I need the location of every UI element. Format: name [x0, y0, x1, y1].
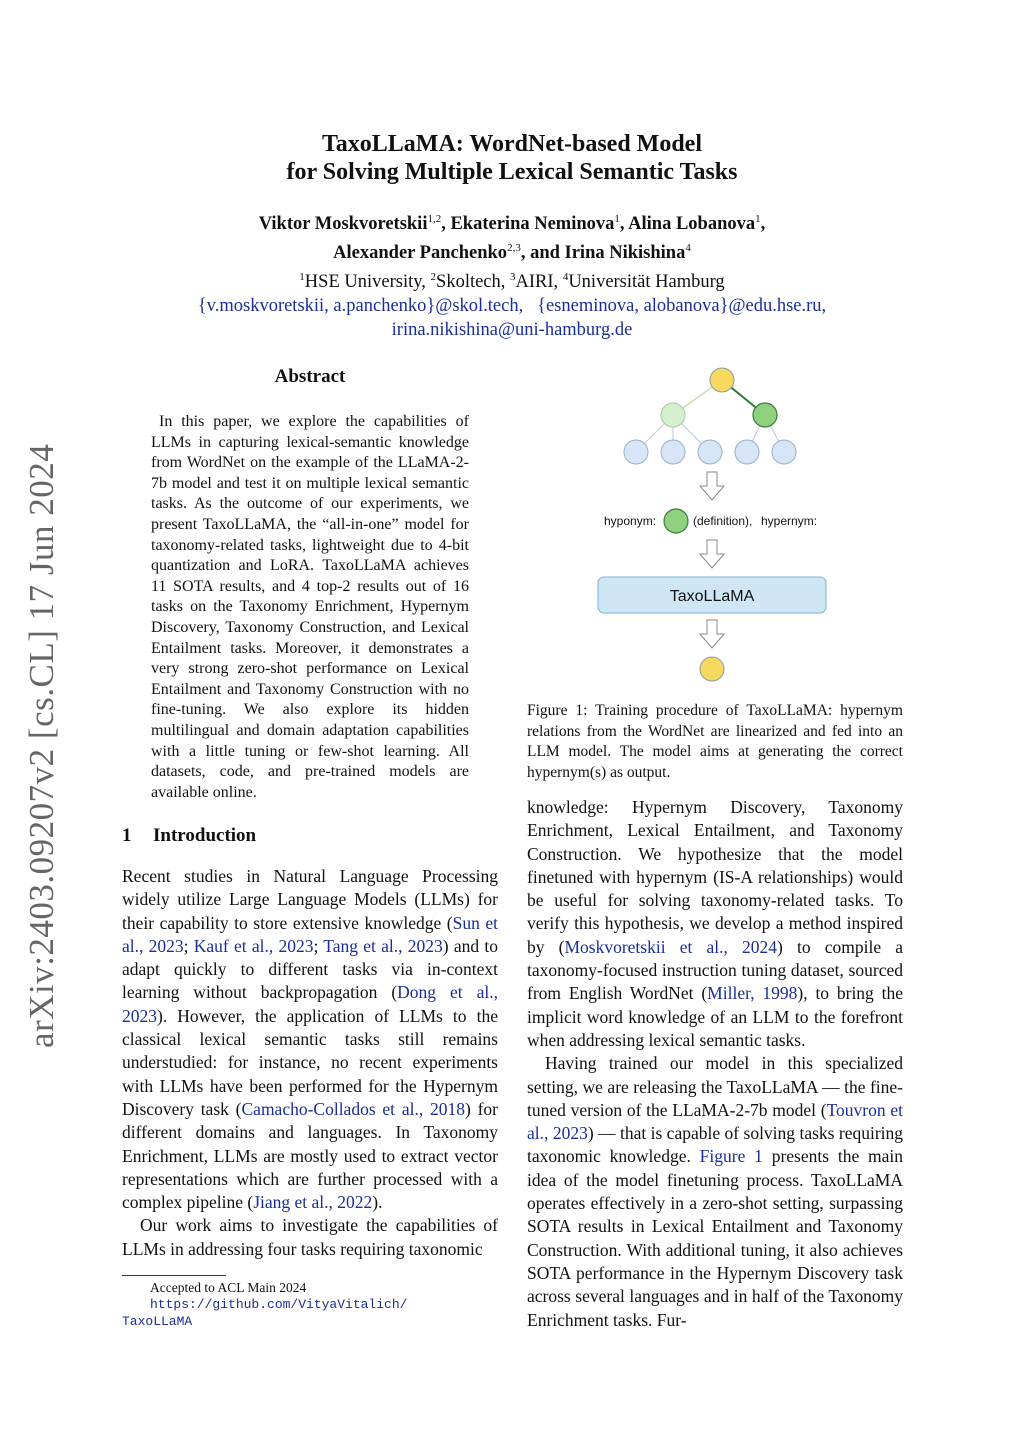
- author-block: [0, 207, 1024, 342]
- text: ;: [313, 935, 324, 956]
- text: ;: [183, 935, 194, 956]
- footnote: [122, 1279, 498, 1330]
- root-node-yellow: [710, 368, 734, 392]
- citation-link[interactable]: Tang et al., 2023: [323, 935, 443, 956]
- title-line-1: TaxoLLaMA: WordNet-based Model: [321, 131, 702, 157]
- text: ), to bring the implicit word knowledge of an LLM to the forefront when addressing lexical semantic tasks.: [527, 983, 904, 1050]
- author-affil-sup: 2,3: [507, 242, 521, 255]
- intro-paragraph-2-continued: [527, 796, 903, 1052]
- citation-link[interactable]: Jiang et al., 2022: [253, 1192, 373, 1213]
- affil-name: Universität Hamburg: [568, 272, 725, 293]
- affil-sup: 4: [562, 271, 569, 284]
- separator: , and: [520, 243, 565, 264]
- paper-title: [0, 130, 1024, 186]
- affil-sup: 1: [299, 271, 305, 284]
- figure-reference-link[interactable]: Figure 1: [699, 1146, 763, 1167]
- author-line-2: [0, 236, 1024, 265]
- affiliations: [0, 265, 1024, 294]
- intro-paragraph-3: [527, 1052, 903, 1332]
- affil-sup: 2: [430, 271, 437, 284]
- author-affil-sup: 4: [685, 242, 691, 255]
- citation-link[interactable]: Touvron et al., 2023: [527, 1099, 903, 1144]
- footnote-rule: [122, 1275, 226, 1276]
- abstract-body: [151, 412, 469, 803]
- leaf-node: [772, 440, 796, 464]
- citation-link[interactable]: Dong et al., 2023: [122, 982, 498, 1026]
- text: ). However, the application of LLMs to the classical lexical semantic tasks still remains understudied: for instance, no recent experiments with LLMs have been performed for the Hypernym Discovery task (: [122, 1005, 498, 1119]
- affil-name: AIRI,: [515, 272, 563, 293]
- definition-label: (definition),: [693, 514, 753, 528]
- arxiv-sidebar-id: arXiv:2403.09207v2 [cs.CL] 17 Jun 2024: [22, 443, 61, 1048]
- figure-caption: Figure 1: Training procedure of TaxoLLaMA: hypernym relations from the WordNet are linearized and fed into an LLM model. The model aims at generating the correct hypernym(s) as output.: [527, 702, 903, 781]
- separator: ,: [441, 214, 451, 235]
- leaf-node: [698, 440, 722, 464]
- leaf-node: [735, 440, 759, 464]
- author-affil-sup: 1,2: [427, 213, 442, 225]
- text: knowledge: Hypernym Discovery, Taxonomy Enrichment, Lexical Entailment, and Taxonomy Construction. We hypothesize that the model finetuned with hypernym (IS-A relationships) would be useful for solving taxonomy-related tasks. To verify this hypothesis, we develop a method inspired by (: [527, 797, 903, 957]
- section-heading: [122, 825, 256, 847]
- text: Having trained our model in this specialized setting, we are releasing the TaxoLLaMA — the fine-tuned version of the LLaMA-2-7b model (: [527, 1053, 903, 1120]
- footnote-accepted: Accepted to ACL Main 2024: [150, 1280, 307, 1295]
- author-name: Alexander Panchenko: [333, 243, 508, 264]
- affil-name: Skoltech,: [436, 272, 511, 293]
- author-name: Irina Nikishina: [564, 243, 686, 264]
- text: ) — that is capable of solving tasks requiring taxonomic knowledge.: [527, 1123, 904, 1167]
- email-link[interactable]: {esneminova, alobanova}@edu.hse.ru,: [537, 296, 827, 317]
- separator: ,: [760, 214, 766, 235]
- author-line-1: [0, 207, 1024, 236]
- tree-node-green: [753, 403, 777, 427]
- abstract-text: In this paper, we explore the capabilities of LLMs in capturing lexical-semantic knowledge from WordNet on the example of the LLaMA-2-7b model and test it on multiple lexical semantic tasks. As the outcome of our experiments, we present TaxoLLaMA, the “all-in-one” model for taxonomy-related tasks, lightweight due to 4-bit quantization and LoRA. TaxoLLaMA achieves 11 SOTA results, and 4 top-2 results out of 16 tasks on the Taxonomy Enrichment, Hypernym Discovery, Taxonomy Construction, and Lexical Entailment tasks. Moreover, it demonstrates a very strong zero-shot performance on Lexical Entailment and Taxonomy Construction with no fine-tuning. We also explore its hidden multilingual and domain adaptation capabilities with a little tuning or few-shot learning. All datasets, code, and pre-trained models are available online.: [151, 413, 469, 801]
- citation-link[interactable]: Kauf et al., 2023: [193, 935, 314, 956]
- hypernym-label: hypernym:: [761, 514, 818, 528]
- text: ) and to adapt quickly to different tasks via in-context learning without backpropagation (: [122, 935, 498, 1003]
- intro-paragraph-1: [122, 865, 498, 1214]
- hyponym-node-green: [664, 509, 688, 533]
- email-line-1: [0, 294, 1024, 318]
- author-affil-sup: 1: [614, 213, 620, 225]
- intro-paragraph-2: Our work aims to investigate the capabilities of LLMs in addressing four tasks requiring taxonomic: [122, 1215, 498, 1259]
- down-arrow-icon: [700, 472, 724, 500]
- citation-link[interactable]: Moskvoretskii et al., 2024: [564, 936, 778, 957]
- text: ).: [372, 1192, 383, 1213]
- text: ) for different domains and languages. In Taxonomy Enrichment, LLMs are mostly used to extract vector representations which are further processed with a complex pipeline (: [122, 1098, 498, 1213]
- email-line-2: [0, 318, 1024, 342]
- figure-diagram: [527, 360, 903, 690]
- down-arrow-icon: [700, 620, 724, 648]
- author-name: Alina Lobanova: [628, 214, 756, 235]
- abstract-heading: Abstract: [274, 366, 346, 387]
- separator: ,: [619, 214, 629, 235]
- citation-link[interactable]: Camacho-Collados et al., 2018: [241, 1098, 465, 1119]
- author-affil-sup: 1: [755, 213, 761, 225]
- intro-right-column: [527, 796, 903, 1332]
- output-node-yellow: [700, 657, 724, 681]
- citation-link[interactable]: Miller, 1998: [707, 983, 798, 1004]
- footnote-url-line-2[interactable]: TaxoLLaMA: [122, 1314, 193, 1329]
- footnote-url-line-1[interactable]: https://github.com/VityaVitalich/: [150, 1297, 408, 1312]
- tree-node-light-green: [661, 403, 685, 427]
- section-title: Introduction: [153, 825, 257, 846]
- figure-1: [527, 360, 903, 690]
- text: ) to compile a taxonomy-focused instruction tuning dataset, sourced from English WordNet (: [527, 936, 904, 1004]
- author-name: Viktor Moskvoretskii: [258, 214, 428, 235]
- citation-link[interactable]: Sun et al., 2023: [122, 912, 498, 956]
- text: presents the main idea of the model finetuning process. TaxoLLaMA operates effectively in a zero-shot setting, surpassing SOTA results in Lexical Entailment and Taxonomy Construction. With additional tuning, it also achieves SOTA performance in the Hypernym Discovery task across several languages and in half of the Taxonomy Enrichment tasks. Fur-: [527, 1146, 904, 1330]
- text: Recent studies in Natural Language Processing widely utilize Large Language Models (LLMs) for their capability to store extensive knowledge (: [122, 866, 498, 933]
- title-line-2: for Solving Multiple Lexical Semantic Tasks: [286, 159, 738, 185]
- author-name: Ekaterina Neminova: [450, 214, 615, 235]
- section-number: 1: [122, 825, 132, 846]
- leaf-node: [624, 440, 648, 464]
- hyponym-label: hyponym:: [604, 514, 657, 528]
- email-link[interactable]: irina.nikishina@uni-hamburg.de: [391, 320, 633, 341]
- intro-left-column: [122, 865, 498, 1261]
- email-link[interactable]: {v.moskvoretskii, a.panchenko}@skol.tech,: [197, 296, 524, 317]
- leaf-node: [661, 440, 685, 464]
- model-label: TaxoLLaMA: [669, 588, 755, 605]
- down-arrow-icon: [700, 540, 724, 568]
- affil-sup: 3: [510, 271, 516, 284]
- affil-name: HSE University,: [304, 272, 431, 293]
